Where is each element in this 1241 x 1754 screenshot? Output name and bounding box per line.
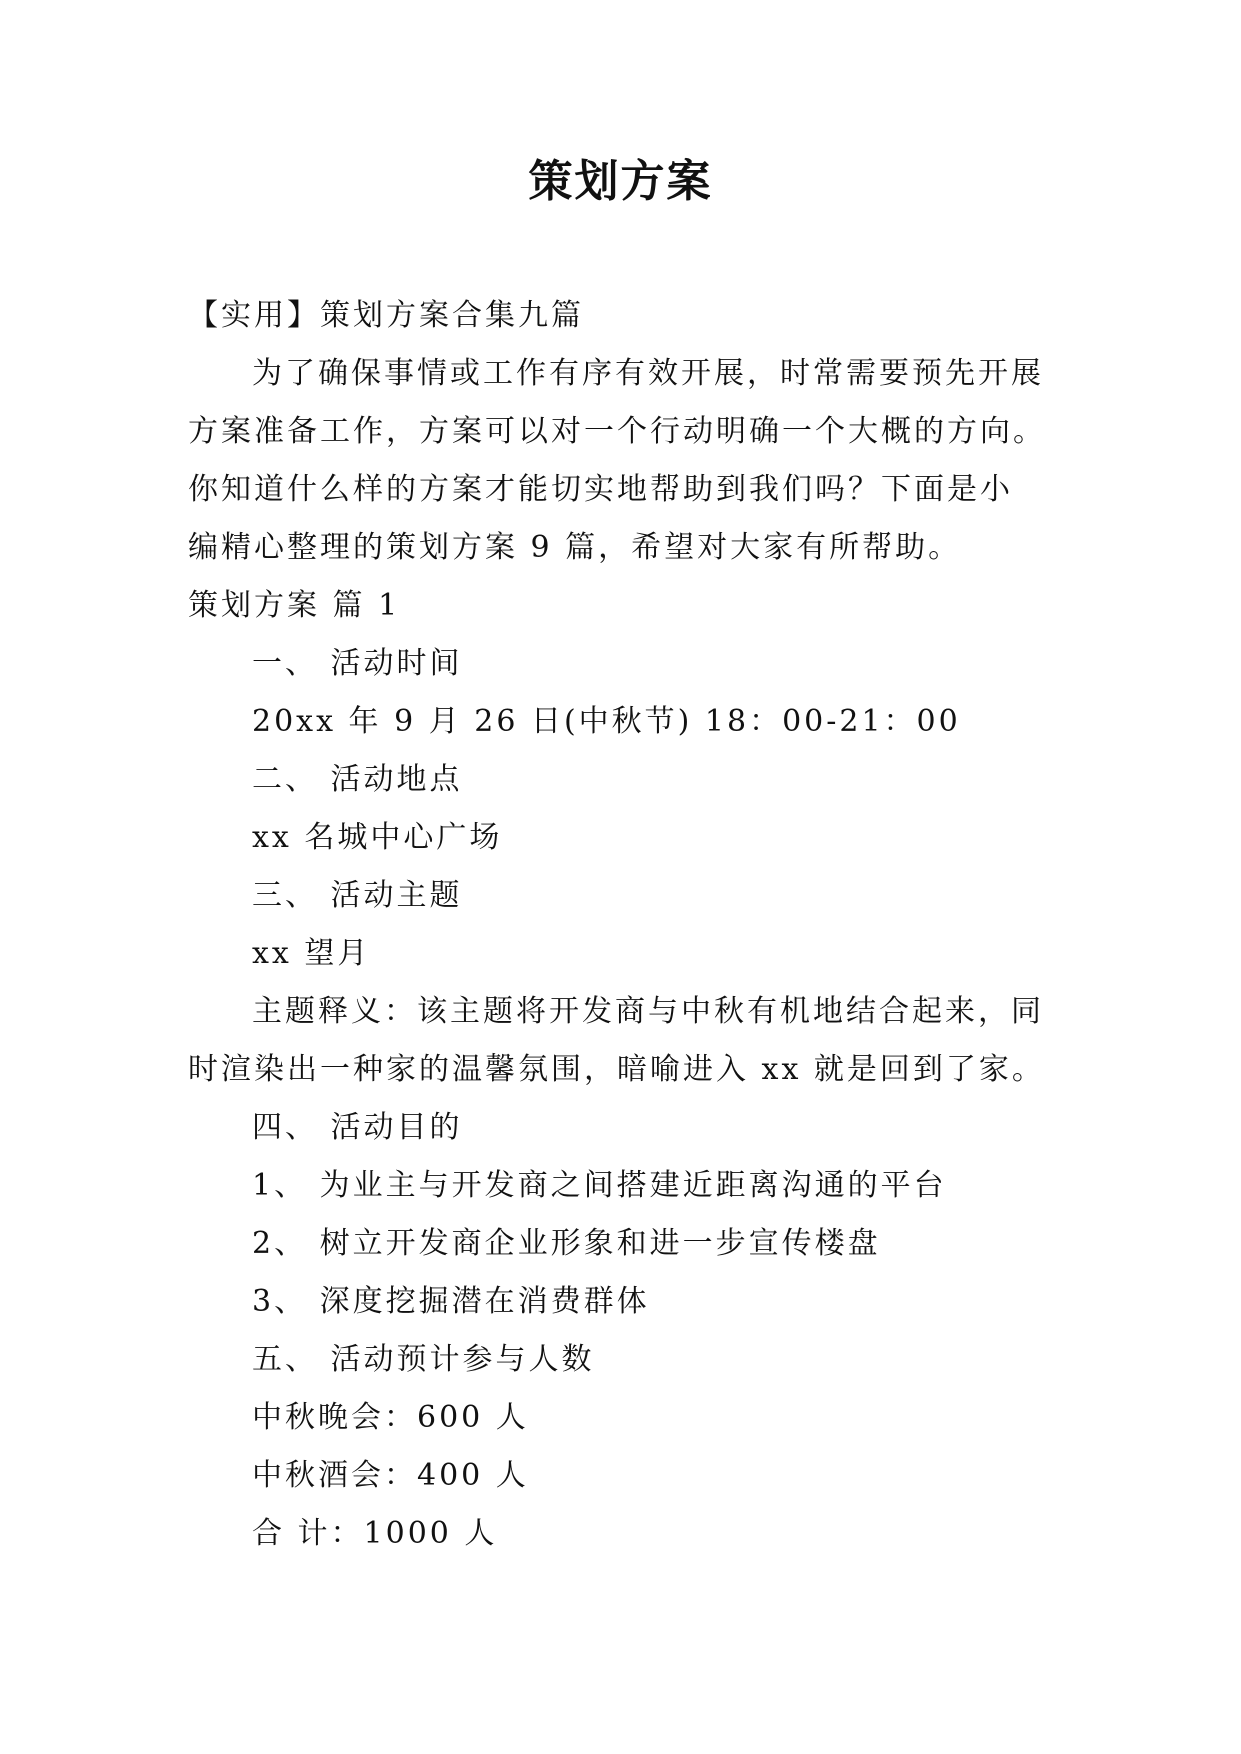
section-value-theme: xx 望月: [252, 936, 371, 971]
document-body: [188, 287, 1068, 1563]
document-title: 策划方案: [528, 156, 713, 207]
intro-line-4: 编精心整理的策划方案 9 篇，希望对大家有所帮助。: [188, 530, 962, 565]
document-subtitle: 【实用】策划方案合集九篇: [188, 298, 584, 333]
theme-explain-line-2: 时渲染出一种家的温馨氛围，暗喻进入 xx 就是回到了家。: [188, 1052, 1045, 1087]
intro-line-1: 为了确保事情或工作有序有效开展，时常需要预先开展: [252, 356, 1044, 391]
goal-item-2: 2、 树立开发商企业形象和进一步宣传楼盘: [252, 1226, 881, 1261]
section-heading-goals: 四、 活动目的: [252, 1110, 463, 1145]
intro-line-3: 你知道什么样的方案才能切实地帮助到我们吗？下面是小: [188, 472, 1013, 507]
section-value-time: 20xx 年 9 月 26 日(中秋节) 18：00-21：00: [252, 704, 961, 739]
goal-item-3: 3、 深度挖掘潜在消费群体: [252, 1284, 650, 1319]
participants-total: 合 计：1000 人: [252, 1516, 498, 1551]
section-value-location: xx 名城中心广场: [252, 820, 503, 855]
intro-line-2: 方案准备工作，方案可以对一个行动明确一个大概的方向。: [188, 414, 1046, 449]
section-heading-time: 一、 活动时间: [252, 646, 463, 681]
section-heading-participants: 五、 活动预计参与人数: [252, 1342, 595, 1377]
participants-reception: 中秋酒会：400 人: [252, 1458, 529, 1493]
participants-gala: 中秋晚会：600 人: [252, 1400, 529, 1435]
theme-explain-line-1: 主题释义：该主题将开发商与中秋有机地结合起来，同: [252, 994, 1044, 1029]
chapter-heading: 策划方案 篇 1: [188, 588, 401, 623]
section-heading-theme: 三、 活动主题: [252, 878, 463, 913]
goal-item-1: 1、 为业主与开发商之间搭建近距离沟通的平台: [252, 1168, 947, 1203]
section-heading-location: 二、 活动地点: [252, 762, 463, 797]
